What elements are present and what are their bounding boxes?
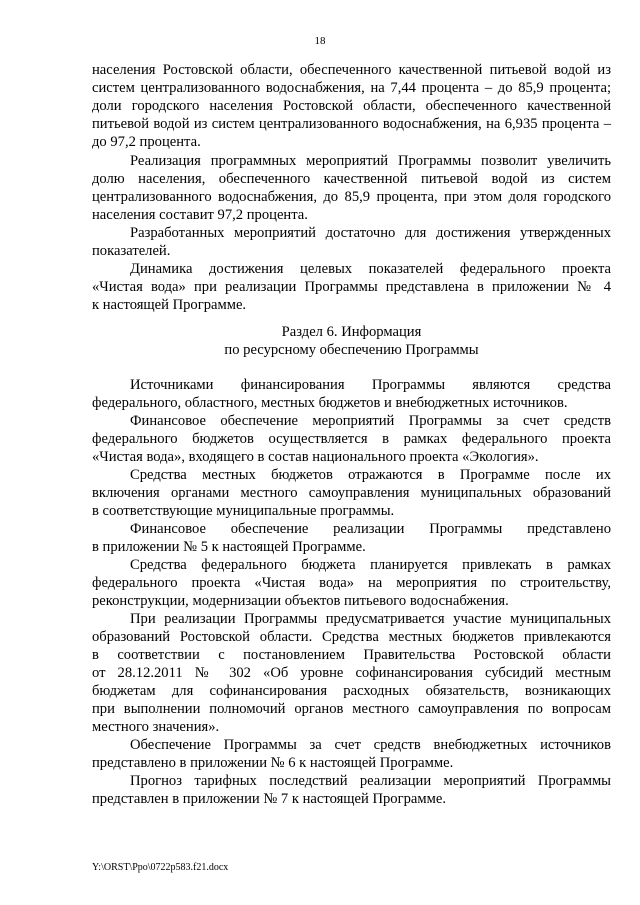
text-line: в соответствующие муниципальные программы. <box>92 503 395 519</box>
text-line: федерального, областного, местных бюджетов и внебюджетных источников. <box>92 395 568 411</box>
text-line: Разработанных мероприятий достаточно для достижения утвержденных <box>130 225 611 241</box>
text-line: от 28.12.2011 № 302 «Об уровне софинансирования субсидий местным <box>92 665 611 681</box>
text-line: «Чистая вода», входящего в состав национального проекта «Экология». <box>92 449 539 465</box>
text-line: показателей. <box>92 243 171 259</box>
text-line: при выполнении полномочий органов местного самоуправления по вопросам <box>92 701 611 717</box>
text-line: Динамика достижения целевых показателей федерального проекта <box>130 261 611 277</box>
section-heading: Раздел 6. Информация <box>281 324 422 340</box>
text-line: систем централизованного водоснабжения, на 7,44 процента – до 85,9 процента; <box>92 80 611 96</box>
text-line: образований Ростовской области. Средства местных бюджетов привлекаются <box>92 629 611 645</box>
text-line: в приложении № 5 к настоящей Программе. <box>92 539 366 555</box>
text-line: представлено в приложении № 6 к настоящей Программе. <box>92 755 454 771</box>
text-line: Обеспечение Программы за счет средств внебюджетных источников <box>130 737 611 753</box>
text-line: Источниками финансирования Программы являются средства <box>130 377 611 393</box>
text-line: доли городского населения Ростовской области, обеспеченного качественной <box>92 98 611 114</box>
text-line: Средства местных бюджетов отражаются в Программе после их <box>130 467 611 483</box>
text-line: представлен в приложении № 7 к настоящей Программе. <box>92 791 446 807</box>
text-line: федерального бюджетов осуществляется в рамках федерального проекта <box>92 431 611 447</box>
text-line: местного значения». <box>92 719 220 735</box>
text-line: в соответствии с постановлением Правительства Ростовской области <box>92 647 611 663</box>
text-line: Средства федерального бюджета планируется привлекать в рамках <box>130 557 611 573</box>
text-line: населения составит 97,2 процента. <box>92 207 308 223</box>
text-line: централизованного водоснабжения, до 85,9 процента, при этом доля городского <box>92 189 611 205</box>
text-line: бюджетам для софинансирования расходных обязательств, возникающих <box>92 683 611 699</box>
text-line: питьевой водой из систем централизованного водоснабжения, на 6,935 процента – <box>92 116 611 132</box>
text-line: Финансовое обеспечение мероприятий Программы за счет средств <box>130 413 611 429</box>
text-line: до 97,2 процента. <box>92 134 201 150</box>
text-line: реконструкции, модернизации объектов питьевого водоснабжения. <box>92 593 509 609</box>
text-line: «Чистая вода» при реализации Программы представлена в приложении № 4 <box>92 279 611 295</box>
text-line: включения органами местного самоуправления муниципальных образований <box>92 485 611 501</box>
text-line: к настоящей Программе. <box>92 297 247 313</box>
text-line: долю населения, обеспеченного качественной питьевой водой из систем <box>92 171 611 187</box>
text-line: Реализация программных мероприятий Программы позволит увеличить <box>130 153 611 169</box>
text-line: населения Ростовской области, обеспеченного качественной питьевой водой из <box>92 62 611 78</box>
file-path-footer: Y:\ORST\Ppo\0722p583.f21.docx <box>92 862 229 873</box>
page-number: 18 <box>314 35 326 47</box>
text-line: Прогноз тарифных последствий реализации мероприятий Программы <box>130 773 611 789</box>
text-line: При реализации Программы предусматривается участие муниципальных <box>130 611 611 627</box>
text-line: федерального проекта «Чистая вода» на мероприятия по строительству, <box>92 575 611 591</box>
section-subheading: по ресурсному обеспечению Программы <box>224 342 479 358</box>
text-line: Финансовое обеспечение реализации Программы представлено <box>130 521 611 537</box>
